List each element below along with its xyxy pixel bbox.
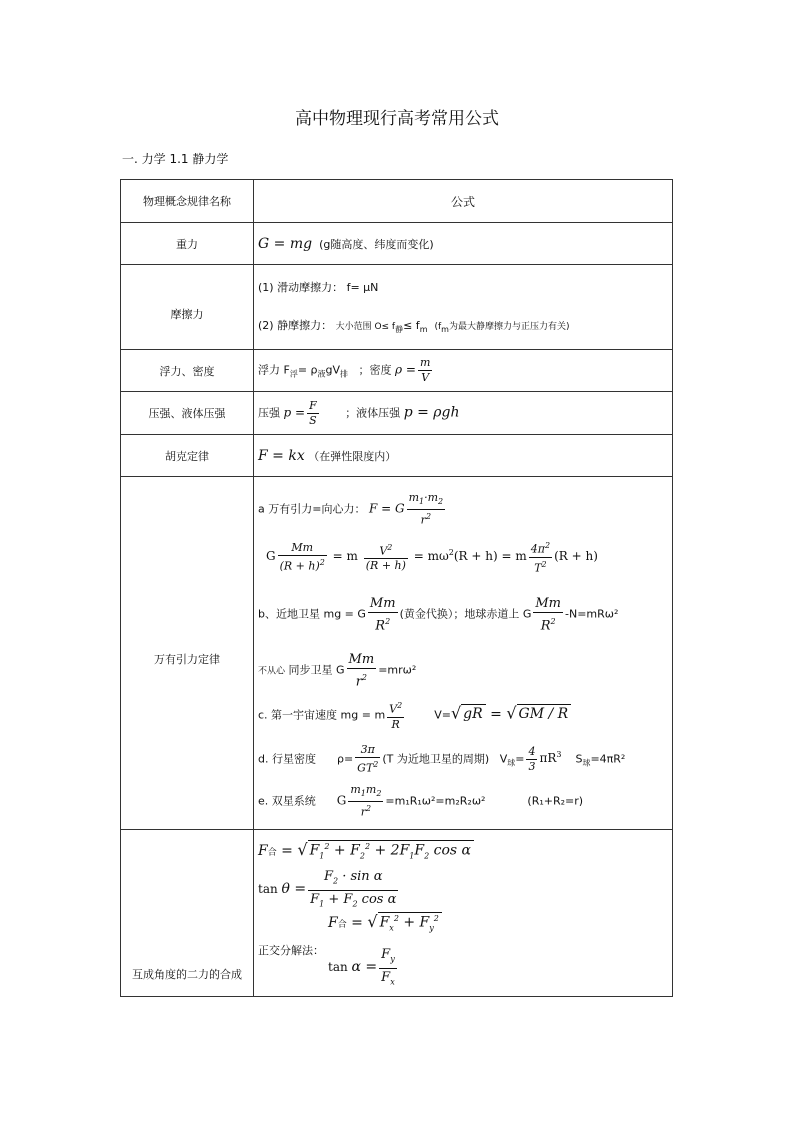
sliding-friction: (1) 滑动摩擦力： f= μN [258,280,379,294]
row-name-hooke: 胡克定律 [121,435,254,477]
tangent-formula: tan θ = $\frac{F_2 \cdot \sin \alpha}{F_1 + F_2 \cos \alpha}$ [258,869,397,909]
buoyancy-gv: gV [325,363,341,377]
gravitation-line-c: 不从心 同步卫星 G $\frac{Mm}{r^2}$ =mrω² [258,652,417,690]
formula-composition [254,830,673,997]
row-name-composition: 互成角度的二力的合成 [121,830,254,997]
table-row [121,223,673,265]
binary-star-eq: =m₁R₁ω²=m₂R₂ω² [385,794,486,808]
row-name-buoyancy: 浮力、密度 [121,350,254,392]
table-row [121,392,673,435]
period-note: (T 为近地卫星的周期) [382,752,490,766]
orthogonal-decomposition: 正交分解法： F合 = √ $F_x^2 + F_y^2$ tan α = $\frac{F_y}{F_x}$ [258,912,668,992]
liquid-pressure-label: ；液体压强 [345,406,401,419]
table-row [121,350,673,392]
row-name-pressure: 压强、液体压强 [121,392,254,435]
velocity-eq: V= [434,708,451,722]
gravitation-line-f: e. 双星系统 G $\frac{m_1m_2}{r^2}$ =m₁R₁ω²=m₂R₂ω² (R₁+R₂=r) [258,783,584,819]
header-formula: 公式 [254,180,673,223]
static-note: 为最大静摩擦力与正压力有关) [448,321,570,332]
table-row [121,477,673,830]
table-header-row [121,180,673,223]
near-satellite-label: b、近地卫星 mg = G [258,607,366,621]
gravitation-a-label: a 万有引力=向心力： [258,502,366,516]
header-name: 物理概念规律名称 [121,180,254,223]
gravitation-line-orbit: G $\frac{Mm}{(R + h)^2}$ = m $\frac{V^2}{(R + h)}$ = $m\omega^2(R + h) = m$ $\frac{4\pi^2}{T^2}$ (R + h) [266,540,598,575]
sync-result: =mrω² [378,663,417,677]
row-name-friction: 摩擦力 [121,265,254,350]
gravitation-line-b: b、近地卫星 mg = G $\frac{Mm}{R^2}$ (黄金代换）；地球赤道上 G $\frac{Mm}{R^2}$ -N=mRω² [258,596,619,634]
formula-friction [254,265,673,350]
gravitation-line-a: a 万有引力=向心力： F = G $\frac{m_1\cdot m_2}{r^2}$ [258,491,444,527]
row-name-gravity: 重力 [121,223,254,265]
density-eq: ρ= [336,752,354,766]
formula-pressure: 压强 p = $\frac{F}{S}$ ；液体压强 p = ρgh [254,392,673,435]
buoyancy-label: 浮力 F [258,363,290,377]
gravity-note: (g随高度、纬度而变化) [319,237,434,251]
binary-star-condition: (R₁+R₂=r) [527,794,584,808]
formula-gravitation [254,477,673,830]
binary-star-label: e. 双星系统 [258,794,316,808]
planet-density-label: d. 行星密度 [258,752,316,766]
static-range: 大小范围 O≤ f [335,321,396,332]
orthogonal-label: 正交分解法： [258,944,324,957]
formula-gravity: G = mg (g随高度、纬度而变化) [254,223,673,265]
static-label: (2) 静摩擦力： [258,318,333,332]
sync-satellite-label: 同步卫星 G [288,663,345,677]
formula-hooke: F = kx （在弹性限度内） [254,435,673,477]
table-row [121,435,673,477]
hooke-note: （在弹性限度内） [308,449,397,463]
formula-buoyancy: 浮力 $F_浮= \rho_液gV_排$ ；密度 ρ = $\frac{m}{V}$ [254,350,673,392]
surface-label: S [575,752,583,766]
buoyancy-eq: = ρ [297,363,318,377]
gravitation-line-e: d. 行星密度 ρ= $\frac{3\pi}{GT^2}$ (T 为近地卫星的周期) $V_球=$ $\frac{4}{3}$ $\pi R^3$ $S_球=4\pi R^2$ [258,743,626,775]
section-heading: 一. 力学 1.1 静力学 [122,152,229,166]
gravitation-line-d: c. 第一宇宙速度 mg = m $\frac{V^2}{R}$ V=√ gR = √ GM / R [258,695,668,739]
density-label: ；密度 [358,363,392,377]
static-note-open: (f [434,321,442,332]
pressure-label: 压强 [258,406,280,419]
equator-result: -N=mRω² [565,607,619,621]
table-row [121,265,673,350]
sync-prefix: 不从心 [258,666,286,677]
document-title: 高中物理现行高考常用公式 [295,109,499,129]
row-name-gravitation: 万有引力定律 [121,477,254,830]
cosmic-velocity-label: c. 第一宇宙速度 mg = m [258,708,386,722]
volume-label: V [499,752,508,766]
table-row [121,830,673,997]
resultant-formula: F合 = √ $F_1^2 + F_2^2 + 2F_1F_2$ cos α [258,840,668,868]
formula-table [120,179,673,997]
surface-eq: =4πR² [590,752,626,766]
equator-label: (黄金代换）；地球赤道上 G [399,607,532,621]
static-friction: (2) 静摩擦力： 大小范围 $O\le f_静\le f_m$ ($f_m$为最大静摩擦力与正压力有关) [258,318,570,335]
